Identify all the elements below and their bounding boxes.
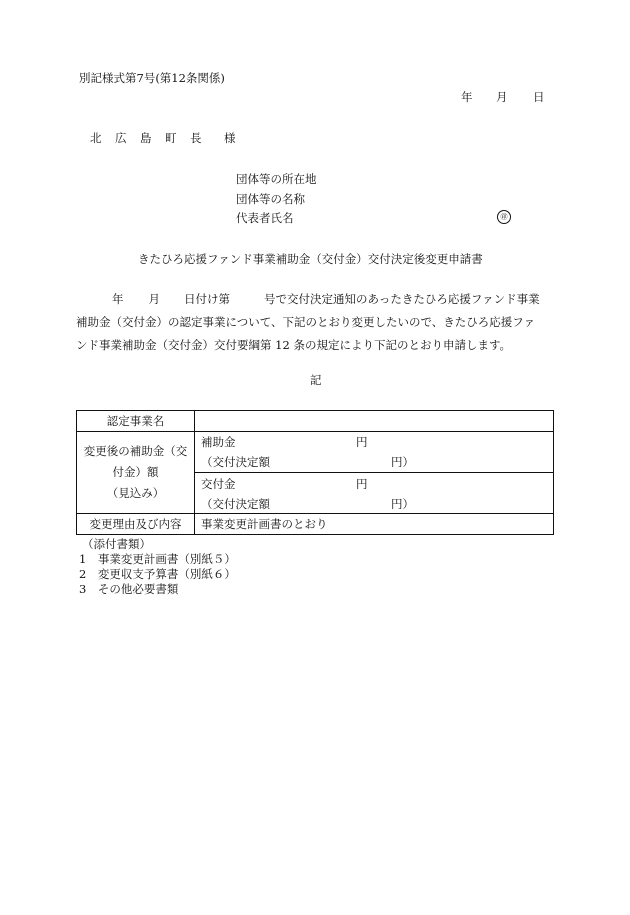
document-title: きたひろ応援ファンド事業補助金（交付金）交付決定後変更申請書: [138, 252, 483, 266]
representative-label: 代表者氏名: [236, 211, 294, 225]
seal-mark: ㊞: [497, 210, 511, 224]
name-label: 団体等の名称: [236, 192, 305, 206]
amount-label: [77, 432, 195, 514]
amount-label-line-2: 付金）額: [112, 465, 159, 479]
grant-cell: [195, 473, 554, 514]
project-name-label: 認定事業名: [77, 411, 195, 432]
grant-decided-label: （交付決定額: [201, 497, 270, 511]
recipient-honorific: 様: [224, 131, 236, 145]
recipient-char: 広: [115, 131, 127, 145]
application-table: [76, 410, 554, 535]
subsidy-decided-label: （交付決定額: [201, 455, 270, 469]
body-line-2: 補助金（交付金）の認定事業について、下記のとおり変更したいので、きたひろ応援ファ: [76, 315, 536, 329]
date-month: 月: [496, 90, 508, 104]
subsidy-cell: [195, 432, 554, 473]
body-line-1-rest: 号で交付決定通知のあったきたひろ応援ファンド事業: [264, 292, 540, 306]
body-year: 年: [112, 292, 124, 306]
recipient-char: 長: [190, 131, 202, 145]
table-row-reason: [77, 514, 554, 535]
table-row-subsidy: [77, 432, 554, 473]
amount-label-line-1: 変更後の補助金（交: [83, 444, 188, 458]
body-line-3: ンド事業補助金（交付金）交付要綱第 12 条の規定により下記のとおり申請します。: [76, 338, 512, 352]
reason-value: 事業変更計画書のとおり: [195, 514, 554, 535]
form-number: 別記様式第7号(第12条関係): [79, 71, 225, 85]
recipient-char: 島: [140, 131, 152, 145]
body-line-1: [76, 288, 558, 311]
recipient-char: 北: [90, 131, 102, 145]
subsidy-yen: 円: [356, 435, 368, 449]
body-date-no: 日付け第: [184, 292, 230, 306]
amount-label-line-3: （見込み）: [106, 486, 165, 500]
date-day: 日: [533, 90, 545, 104]
reason-label: 変更理由及び内容: [77, 514, 195, 535]
attachment-item: 2 変更収支予算書（別紙６）: [79, 567, 236, 581]
table-row-project-name: [77, 411, 554, 432]
project-name-value: [195, 411, 554, 432]
grant-yen: 円: [356, 477, 368, 491]
grant-label: 交付金: [201, 477, 236, 491]
attachments-title: （添付書類）: [82, 537, 151, 551]
recipient-char: 町: [165, 131, 177, 145]
subsidy-decided-yen: 円）: [391, 455, 414, 469]
ki-heading: 記: [310, 373, 322, 387]
date-year: 年: [461, 90, 473, 104]
attachment-item: 1 事業変更計画書（別紙５）: [79, 552, 236, 566]
attachment-item: 3 その他必要書類: [79, 582, 179, 596]
grant-decided-yen: 円）: [391, 497, 414, 511]
subsidy-label: 補助金: [201, 435, 236, 449]
address-label: 団体等の所在地: [236, 172, 317, 186]
body-month: 月: [148, 292, 160, 306]
